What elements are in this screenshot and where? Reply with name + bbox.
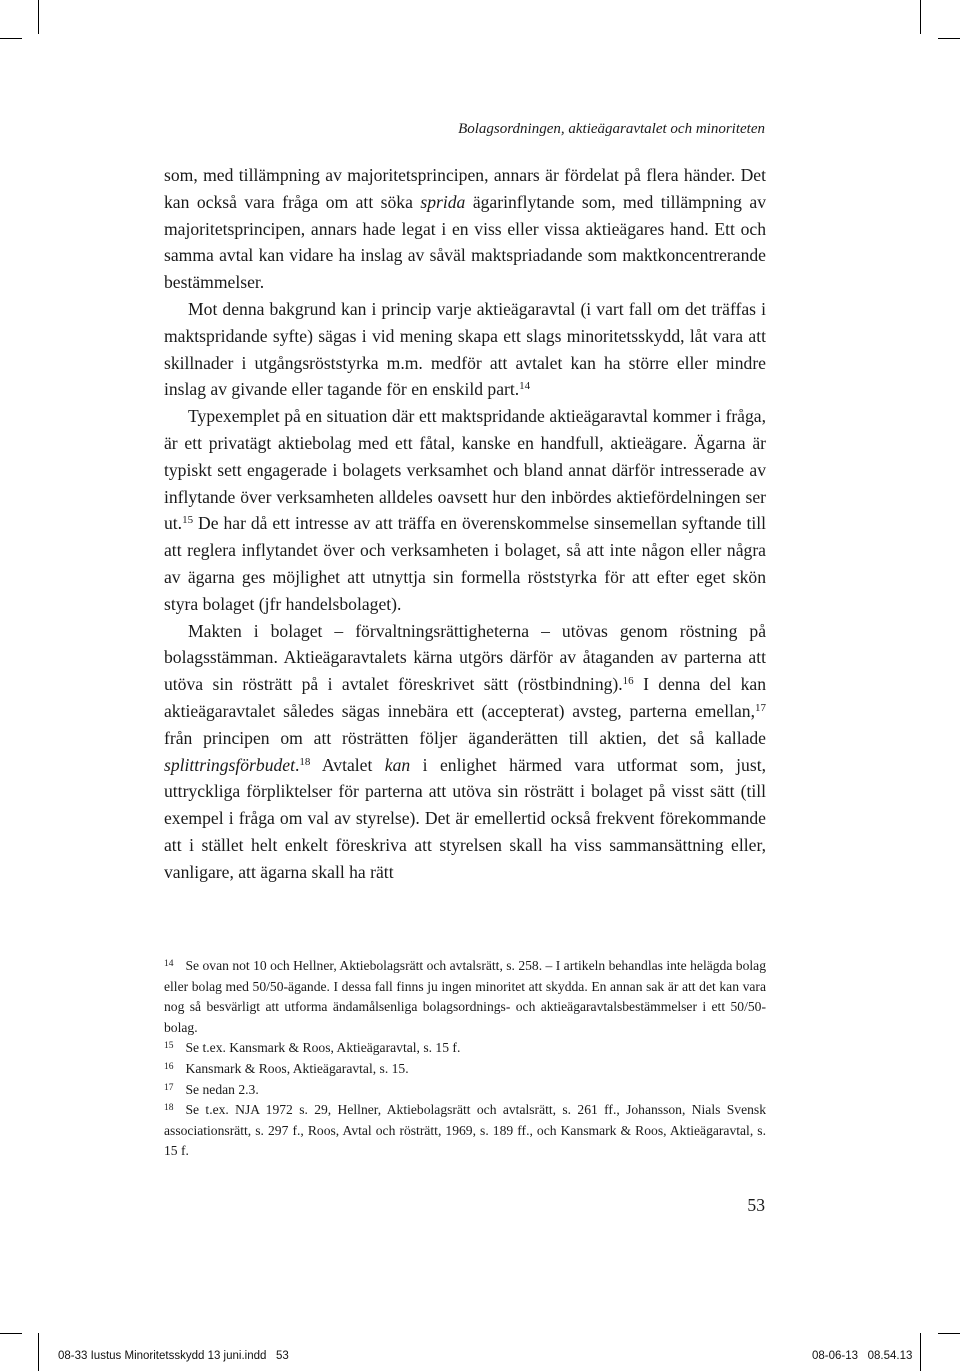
footnote-ref: 17: [755, 701, 766, 714]
crop-mark-bottom-left: [38, 1333, 39, 1371]
footnote-ref: 14: [519, 380, 531, 393]
footnote: [164, 1080, 766, 1101]
text-run: kan: [384, 754, 411, 775]
crop-mark-bottom-right-h: [938, 1333, 960, 1334]
paragraph: [164, 296, 766, 403]
body-text: [164, 162, 766, 886]
footnote: [164, 956, 766, 1038]
text-run: Typexemplet på en situation där ett maktspridande aktieägaravtal kommer i fråga, är ett privatägt aktiebolag med ett fåtal, kanske en handfull, aktieägare. Ägarna är typiskt sett engagerade i bolagets verksamhet och bland annat därför intresserade av inflytande över verksamheten alldeles oavsett hur den inbördes aktiefördelningen ser ut.: [164, 406, 766, 534]
footnotes: [164, 956, 766, 1162]
footnote-text: Se ovan not 10 och Hellner, Aktiebolagsrätt och avtalsrätt, s. 258. – I artikeln behandlas inte helägda bolag eller bolag med 50/50-ägande. I dessa fall finns ju ingen minoritet att skydda. En annan sak är att det kan vara nog så besvärligt att utforma ändamålsenliga bolagsordnings- och aktieägaravtalsbestämmelser i ett 50/50-bolag.: [164, 958, 766, 1035]
footnote-ref: 15: [182, 514, 194, 527]
text-run: .: [295, 754, 300, 775]
crop-mark-top-right-h: [938, 38, 960, 39]
footnote-text: Se nedan 2.3.: [185, 1081, 259, 1097]
text-run: från principen om att rösträtten följer äganderätten till aktien, det så kallade: [164, 727, 766, 748]
paragraph: [164, 162, 766, 296]
crop-mark-top-left: [38, 0, 39, 34]
page-number: 53: [747, 1195, 765, 1215]
text-run: ägarinflytande som, med tillämpning av majoritetsprincipen, annars hade legat i en viss eller vissa aktieägares hand. Ett och samma avtal kan vidare ha inslag av såväl maktspriadande som maktkoncentrerande bestämmelser.: [164, 191, 766, 293]
running-head: Bolagsordningen, aktieägaravtalet och minoriteten: [458, 121, 765, 137]
slug-left: 08-33 Iustus Minoritetsskydd 13 juni.indd 53: [58, 1350, 289, 1362]
footnote-number: 14: [164, 959, 174, 969]
footnote: [164, 1038, 766, 1059]
text-run: sprida: [420, 191, 466, 212]
footnote-text: Kansmark & Roos, Aktieägaravtal, s. 15.: [185, 1060, 409, 1076]
footnote-text: Se t.ex. NJA 1972 s. 29, Hellner, Aktiebolagsrätt och avtalsrätt, s. 261 ff., Johansson, Nials Svensk associationsrätt, s. 297 f., Roos, Avtal och rösträtt, 1969, s. 189 ff., och Kansmark & Roos, Aktieägaravtal, s. 15 f.: [164, 1102, 766, 1159]
footnote-ref: 18: [299, 755, 311, 768]
paragraph: [164, 403, 766, 617]
text-run: splittringsförbudet: [164, 754, 295, 775]
footnote-number: 17: [164, 1082, 174, 1093]
footnote-number: 18: [164, 1103, 174, 1114]
crop-mark-top-left-h: [0, 38, 22, 39]
text-run: Avtalet: [310, 754, 385, 775]
footnote: [164, 1100, 766, 1162]
text-run: som, med tillämpning av majoritetsprincipen, annars är fördelat på flera händer. Det kan också vara fråga om att söka: [164, 165, 766, 212]
footnote-number: 15: [164, 1041, 174, 1052]
text-run: I denna del kan aktieägaravtalet således sägas innebära ett (accepterat) avsteg, parterna emellan,: [164, 674, 766, 721]
text-run: i enlighet härmed vara utformat som, just, uttryckliga förpliktelser för parterna att utöva sin rösträtt i bolaget på visst sätt (till exempel i fråga om val av styrelse). Det är emellertid också frekvent förekommande att i stället helt enkelt föreskriva att styrelsen skall ha viss sammansättning eller, vanligare, att ägarna skall ha rätt: [164, 754, 766, 882]
text-run: Makten i bolaget – förvaltningsrättigheterna – utövas genom röstning på bolagsstämman. Aktieägaravtalets kärna utgörs därför av åtaganden av parterna att utöva sin rösträtt på i avtalet föreskrivet sätt (röstbindning).: [164, 620, 766, 695]
footnote-number: 16: [164, 1061, 174, 1072]
slug-right: 08-06-13 08.54.13: [812, 1350, 913, 1362]
text-run: De har då ett intresse av att träffa en överenskommelse sinsemellan syftande till att reglera inflytandet över och verksamheten i bolaget, så att inte någon eller några av ägarna ges möjlighet att utnyttja sin formella röststyrka för att efter eget skön styra bolaget (jfr handelsbolaget).: [164, 513, 766, 614]
crop-mark-top-right: [920, 0, 921, 34]
footnote-ref: 16: [622, 675, 634, 688]
text-run: Mot denna bakgrund kan i princip varje aktieägaravtal (i vart fall om det träffas i maktspridande syfte) sägas i vid mening skapa ett slags minoritetsskydd, låt vara att skillnader i utgångsröststyrka m.m. medför att avtalet kan ha större eller mindre inslag av givande eller tagande för en enskild part.: [164, 298, 766, 400]
crop-mark-bottom-left-h: [0, 1333, 22, 1334]
footnote: [164, 1059, 766, 1080]
crop-mark-bottom-right: [920, 1333, 921, 1371]
paragraph: [164, 618, 766, 886]
footnote-text: Se t.ex. Kansmark & Roos, Aktieägaravtal, s. 15 f.: [185, 1040, 461, 1056]
